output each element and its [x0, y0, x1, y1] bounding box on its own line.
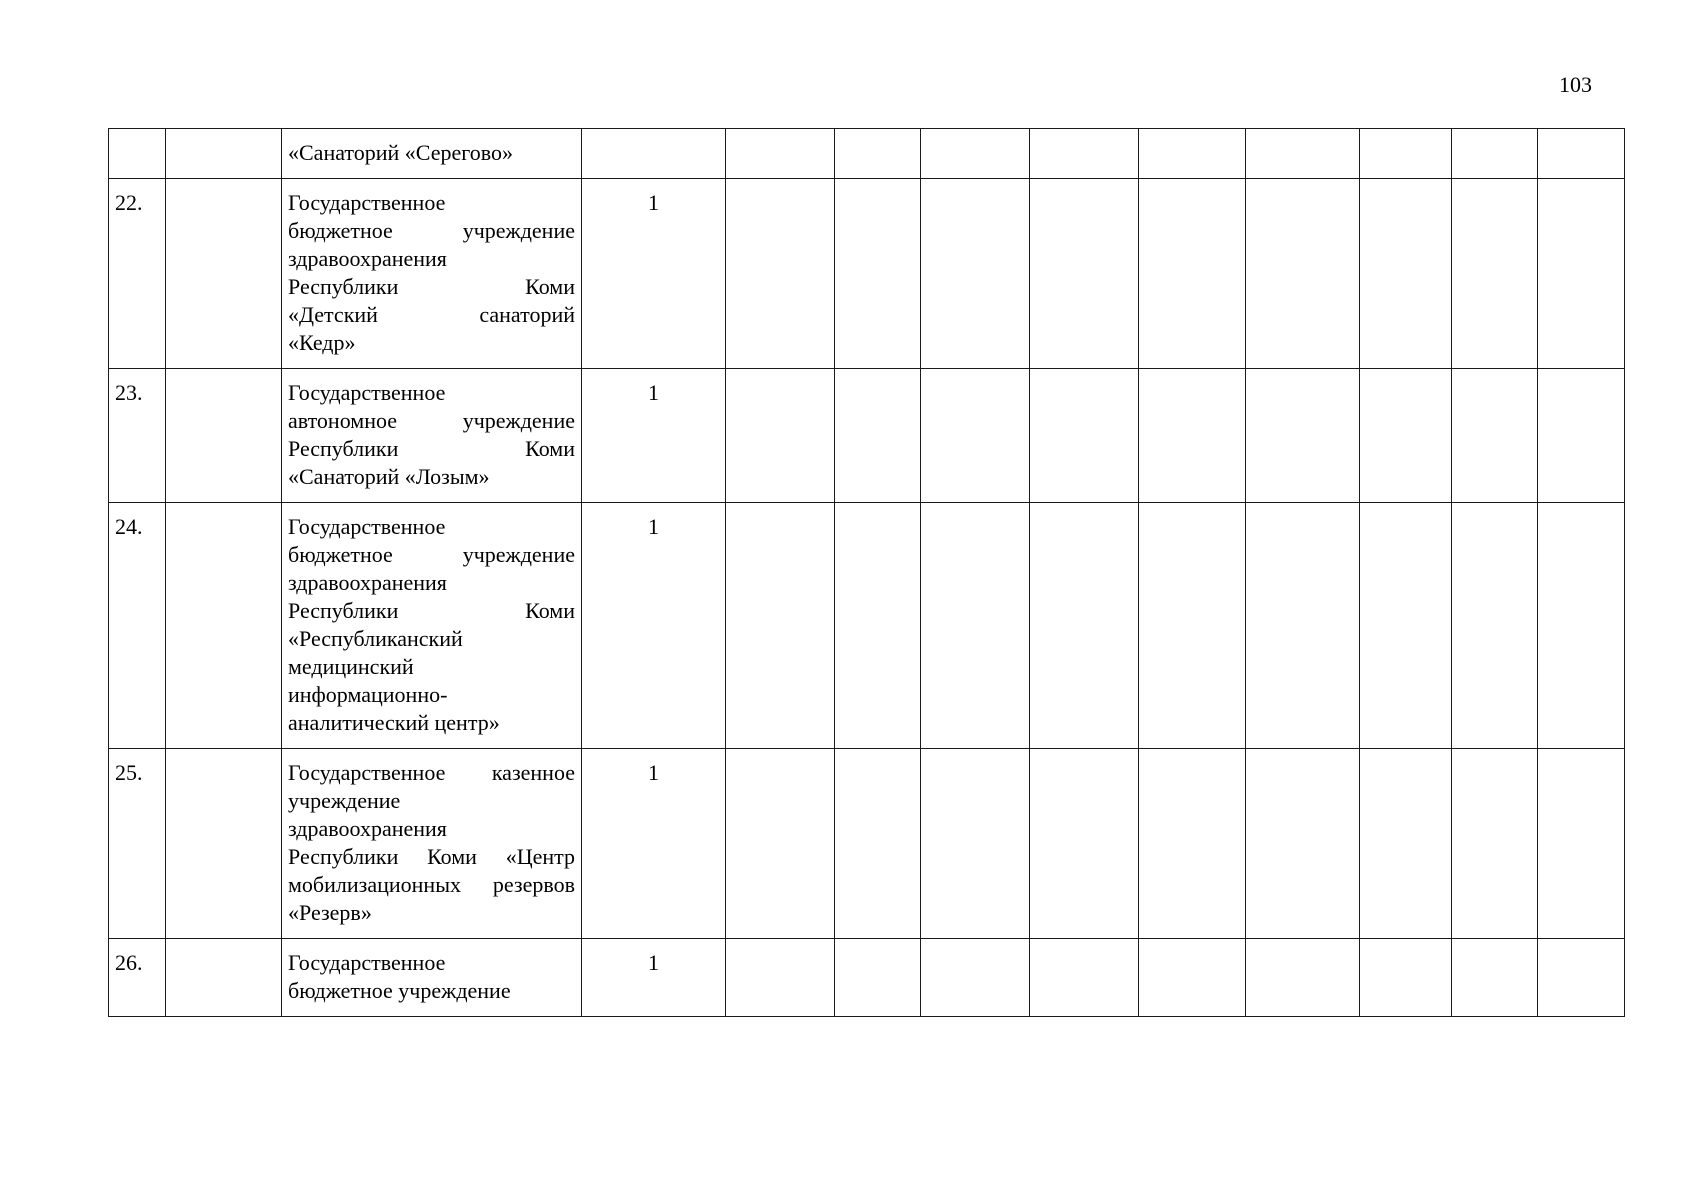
- empty-cell: [166, 369, 282, 503]
- empty-cell: [1139, 503, 1246, 749]
- empty-cell: [1452, 749, 1538, 939]
- empty-cell: [835, 369, 921, 503]
- organization-name-line: здравоохранения: [288, 816, 447, 841]
- empty-cell: [1246, 749, 1360, 939]
- empty-cell: [835, 179, 921, 369]
- quantity-cell: [582, 129, 726, 179]
- empty-cell: [1360, 129, 1452, 179]
- organization-name-line: «Детский санаторий: [288, 302, 575, 327]
- organization-name-line: бюджетное учреждение: [288, 218, 575, 243]
- organization-name-line: «Кедр»: [288, 330, 356, 355]
- empty-cell: [1538, 939, 1625, 1017]
- organization-name-line: мобилизационных резервов: [288, 872, 575, 897]
- empty-cell: [1030, 503, 1139, 749]
- organization-name-line: «Резерв»: [288, 900, 372, 925]
- row-number-cell: 26.: [109, 939, 166, 1017]
- table-row: [109, 939, 1625, 1017]
- organization-name-line: медицинский: [288, 654, 414, 679]
- organization-name-line: Республики Коми «Центр: [288, 844, 575, 869]
- empty-cell: [166, 129, 282, 179]
- empty-cell: [835, 749, 921, 939]
- quantity-cell: 1: [582, 503, 726, 749]
- empty-cell: [1246, 503, 1360, 749]
- organization-name-cell: [282, 939, 582, 1017]
- empty-cell: [166, 503, 282, 749]
- empty-cell: [726, 179, 835, 369]
- quantity-cell: 1: [582, 939, 726, 1017]
- empty-cell: [726, 503, 835, 749]
- organization-name-line: «Санаторий «Серегово»: [288, 140, 513, 165]
- empty-cell: [1538, 129, 1625, 179]
- empty-cell: [1360, 503, 1452, 749]
- data-table: [108, 128, 1625, 1017]
- empty-cell: [921, 179, 1030, 369]
- page-number: 103: [1559, 72, 1592, 97]
- empty-cell: [1030, 129, 1139, 179]
- table-row: [109, 503, 1625, 749]
- row-number-cell: 23.: [109, 369, 166, 503]
- empty-cell: [1246, 939, 1360, 1017]
- empty-cell: [1538, 503, 1625, 749]
- empty-cell: [166, 939, 282, 1017]
- empty-cell: [921, 939, 1030, 1017]
- empty-cell: [1360, 179, 1452, 369]
- empty-cell: [1246, 129, 1360, 179]
- empty-cell: [1246, 179, 1360, 369]
- empty-cell: [1360, 749, 1452, 939]
- empty-cell: [1139, 749, 1246, 939]
- empty-cell: [1030, 179, 1139, 369]
- table-row: [109, 179, 1625, 369]
- row-number-cell: 25.: [109, 749, 166, 939]
- row-number-cell: 22.: [109, 179, 166, 369]
- row-number-cell: [109, 129, 166, 179]
- organization-name-line: бюджетное учреждение: [288, 542, 575, 567]
- empty-cell: [1360, 939, 1452, 1017]
- empty-cell: [1360, 369, 1452, 503]
- quantity-cell: 1: [582, 749, 726, 939]
- organization-name-line: информационно-: [288, 682, 448, 707]
- empty-cell: [1452, 129, 1538, 179]
- organization-name-line: Республики Коми: [288, 598, 575, 623]
- empty-cell: [835, 129, 921, 179]
- table-row: [109, 369, 1625, 503]
- organization-name-line: «Санаторий «Лозым»: [288, 464, 490, 489]
- empty-cell: [835, 939, 921, 1017]
- empty-cell: [921, 503, 1030, 749]
- organization-name-cell: [282, 369, 582, 503]
- organization-name-cell: [282, 129, 582, 179]
- organization-name-line: Государственное: [288, 514, 446, 539]
- organization-name-line: автономное учреждение: [288, 408, 575, 433]
- organization-name-line: бюджетное учреждение: [288, 978, 511, 1003]
- organization-name-line: Республики Коми: [288, 274, 575, 299]
- empty-cell: [1030, 369, 1139, 503]
- quantity-cell: 1: [582, 179, 726, 369]
- empty-cell: [166, 179, 282, 369]
- organization-name-line: Государственное: [288, 190, 446, 215]
- table-row: [109, 749, 1625, 939]
- organization-name-cell: [282, 179, 582, 369]
- empty-cell: [921, 749, 1030, 939]
- row-number-cell: 24.: [109, 503, 166, 749]
- empty-cell: [1538, 369, 1625, 503]
- organization-name-line: Государственное: [288, 950, 446, 975]
- organization-name-line: аналитический центр»: [288, 710, 500, 735]
- organization-name-cell: [282, 503, 582, 749]
- empty-cell: [726, 369, 835, 503]
- empty-cell: [1452, 369, 1538, 503]
- empty-cell: [726, 749, 835, 939]
- table-row: [109, 129, 1625, 179]
- table-body: [109, 129, 1625, 1017]
- organization-name-line: здравоохранения: [288, 246, 447, 271]
- empty-cell: [1538, 179, 1625, 369]
- empty-cell: [1139, 179, 1246, 369]
- empty-cell: [1452, 179, 1538, 369]
- empty-cell: [1246, 369, 1360, 503]
- empty-cell: [1452, 503, 1538, 749]
- empty-cell: [166, 749, 282, 939]
- empty-cell: [1538, 749, 1625, 939]
- empty-cell: [835, 503, 921, 749]
- quantity-cell: 1: [582, 369, 726, 503]
- organization-name-line: Государственное казенное: [288, 760, 575, 785]
- organization-name-line: «Республиканский: [288, 626, 463, 651]
- empty-cell: [1030, 749, 1139, 939]
- empty-cell: [921, 369, 1030, 503]
- organization-name-line: учреждение: [288, 788, 401, 813]
- empty-cell: [726, 129, 835, 179]
- empty-cell: [1030, 939, 1139, 1017]
- empty-cell: [1139, 939, 1246, 1017]
- empty-cell: [1139, 129, 1246, 179]
- organization-name-line: Республики Коми: [288, 436, 575, 461]
- empty-cell: [1139, 369, 1246, 503]
- organization-name-line: здравоохранения: [288, 570, 447, 595]
- organization-name-cell: [282, 749, 582, 939]
- empty-cell: [921, 129, 1030, 179]
- empty-cell: [726, 939, 835, 1017]
- empty-cell: [1452, 939, 1538, 1017]
- organization-name-line: Государственное: [288, 380, 446, 405]
